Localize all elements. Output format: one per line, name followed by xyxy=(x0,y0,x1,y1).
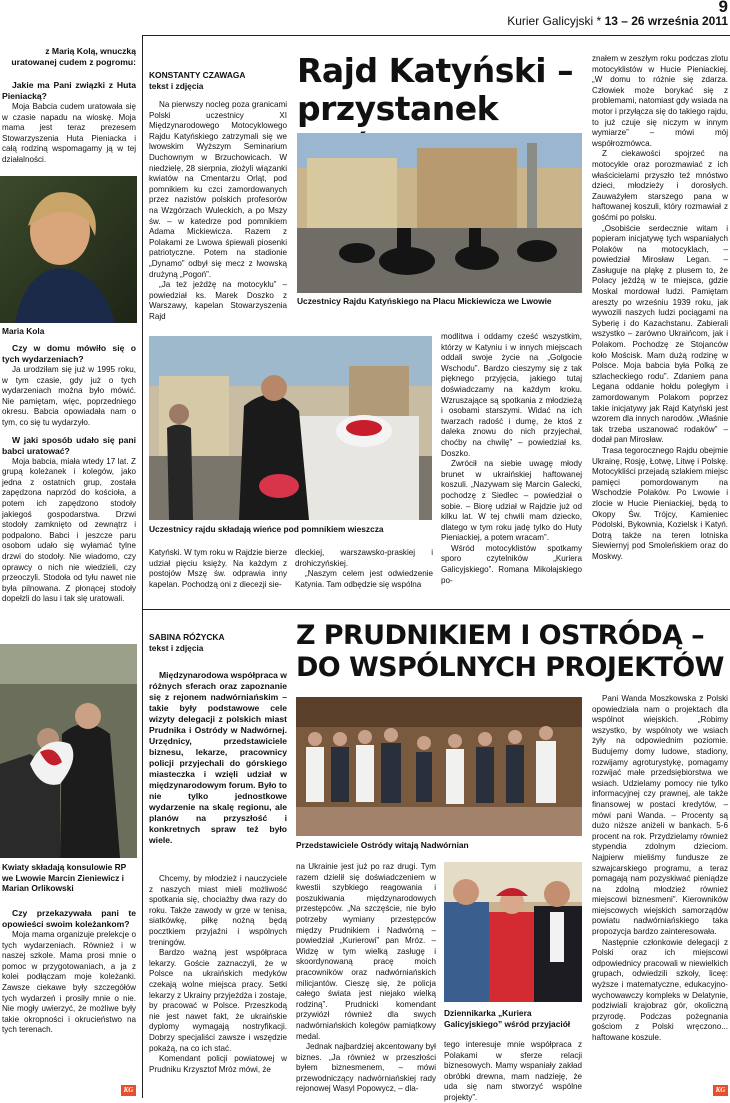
page-header xyxy=(440,0,730,34)
page-number: 9 xyxy=(718,0,728,16)
article2-column-1 xyxy=(149,874,287,1075)
article2-col2-p1: na Ukrainie jest już po raz drugi. Tym razem dzielił się doświadczeniem w kwestii szybkiego reagowania i poszukiwania międzynarodowych przestępców. „Na szczęście, nie było potrzeby wymiany przestępców między Prudnikiem i Nadwórną – powiedział „Kurierowi” pan Mróz. – Widzę w tym wielką zasługę i skoordynowaną pracę moich pracowników oraz nadwórniańskich milicjantów. Cieszę się, że policja całego świata jest niejako wielką rodziną”. Prudnicki komendant przywiózł również dla swych nadwórniańskich kolegów pamiątkowy medal. xyxy=(296,862,436,1041)
article1-col4-p3: „Osobiście serdecznie witam i popieram inicjatywę tych wspaniałych Polaków na motocyklach, – powiedział Mirosław Legan. – Zasługuje na pląkę z plusem to, że Polacy jeżdżą w te miejsca, gdzie Moskal mordował ludzi. Pamiętam aresztу po wrześniu 1939 roku, jak wywozili naszych ludzi pociągami na Syberię i do Kazachstanu. Zabierali wszystko – zarówno Ukraińcom, jak i Polakom. Pochodzę ze Stojanców koło Mościsk. Mam dużą rodzinę w Polsce. Moja babcia była Polką ze szlacheckiego rodu”. Zdaniem pana Legana oddanie hołdu poległym i zamordowanym Polakom poprzez takie inicjatywy jak Rajd Katyński jest wzorem dla innych narodów. „Właśnie tak trzeba uszanować rodaków” – dodał pan Mirosław. xyxy=(592,223,728,445)
photo-consuls-flowers xyxy=(0,644,137,858)
article1-col2a-p1: Katyński. W tym roku w Rajdzie bierze udział pięciu księży. Na każdym z postojów Mszę św. odprawia inny kapelan. Pochodzą oni z diecezji sie- xyxy=(149,548,287,589)
photo-journalist-friends xyxy=(444,862,582,1002)
photo-wreath-monument xyxy=(149,336,432,520)
sidebar-interview-1 xyxy=(2,80,136,166)
sidebar-interview-3 xyxy=(2,908,136,1036)
article1-headline-line1: Rajd Katyński – xyxy=(297,51,574,90)
article2-column-2 xyxy=(296,862,436,1095)
article1-col1-p1: Na pierwszy nocleg poza granicami Polski uczestnicy XI Międzynarodowego Motocyklowego Rajdu Katyńskiego zatrzymali się we lwowskim Wyższym Seminarium Duchownym w Brzuchowicach. W niedzielę, 28 sierpnia, złożyli wiązanki kwiatów na Cmentarzu Orląt, pod pomnikiem ku czci zamordowanych przez nazistów polskich profesorów na Wzgórzach Wuleckich, a po Mszy św. – w katedrze pod pomnikiem Adama Mickiewicza. Razem z Polakami ze Lwowa śpiewali piosenki patriotyczne. Potem na stadionie „Dynamo” odbył się mecz z lwowską drużyną „Pogoń”. xyxy=(149,100,287,279)
sidebar-intro: z Marią Kolą, wnuczką uratowanej cudem z pogromu: xyxy=(11,46,136,67)
header-rule xyxy=(143,35,730,36)
article1-col3-p3: Wśród motocyklistów spotkamy sporo czytelników „Kuriera Galicyjskiego”. Romana Mikołajskiego po- xyxy=(441,543,582,585)
article2-lead xyxy=(149,670,287,846)
article1-column-4 xyxy=(592,54,728,563)
article1-role: tekst i zdjęcia xyxy=(149,81,204,91)
answer-3: Moja babcia, miała wtedy 17 lat. Z grupą koleżanek i kolegów, jako jedna z ostatnich grup, została zapędzona naprzód do kościoła, a potem ich zapędzono stodoły jakiegoś gospodarstwa. Drzwi stodoły zamknięto od zewnątrz i podpalono. Babci i jeszcze paru osobom udało się wyłamać tylne drzwi do stodoły. Nie wiadomo, czy oprawcy o nich nie wiedzieli, czy przeoczyli. Stodoła od tyłu nawet nie była pilnowana. Z płonącej stodoły dopełzli do lasu i tak się uratowali. xyxy=(2,456,136,604)
photo-journalist-caption: Dziennikarka „Kuriera Galicyjskiego” wśród przyjaciół xyxy=(444,1008,571,1029)
article1-col4-p4: Trasa tegorocznego Rajdu obejmie Ukrainę, Rosję, Łotwę, Litwę i Polskę. Motocykliści przejadą szlakiem miejsc pamięci pomordowanym na Wschodzie Polaków. Po Lwowie i zlocie w Hucie Pieniackiej, będą to Okopy Św. Trójcy, Kamieniec Podolski, Bykownia, Kozielsk i Katyń. Dotrą także na teren lotniska Siewiernyj pod Smoleńskiem oraz do Moskwy. xyxy=(592,445,728,561)
article1-column-1 xyxy=(149,100,287,322)
sidebar-rule xyxy=(142,35,143,1098)
answer-4: Moja mama organizuje prelekcje o tych wydarzeniach. Również i w naszej szkole. Mama prosi mnie o pomoc w przygotowaniach, a ja z kolei podłączam moje koleżanki. Zawsze ciekawe były szczegółów tych wydarzeń i prosiły mnie o nie. Nie mogły uwierzyć, że możliwe były takie okropności i okrucieństwo na tych terenach. xyxy=(2,930,136,1035)
article2-headline-line2: DO WSPÓLNYCH PROJEKTÓW xyxy=(296,652,724,683)
article1-col4-p1: znałem w zeszłym roku podczas zlotu motocyklistów w Hucie Pieniackiej. „W domu to różnie się zdarza. Człowiek może borykać się z problemami, natomiast gdy wsiada na motor i przyłącza się do takiego rajdu, to już czuje się niczym w innym wymiarze” – mówi mój współrozmówca. xyxy=(592,54,728,148)
article1-headline-line2: przystanek xyxy=(297,89,499,128)
article1-column-2a xyxy=(149,548,287,590)
photo-ostroda-caption: Przedstawiciele Ostródy witają Nadwórnian xyxy=(296,840,469,850)
photo-motorcyclists-caption: Uczestnicy Rajdu Katyńskiego na Placu Mickiewicza we Lwowie xyxy=(297,296,552,306)
article2-col1-p3: Komendant policji powiatowej w Prudniku Krzysztof Mróz mówi, że xyxy=(149,1054,287,1074)
photo-motorcyclists-square xyxy=(297,133,582,293)
article2-col4-p2: Następnie członkowie delegacji z Polski oraz ich miejscowi odpowiednicy pracowali w niewielkich grupach, odwiedzili szkoły, liceę: wyższe i matematyczne, edukacyjno-wychowawczy kompleks w Delatynie, podziwiali krajobraz gór, okoliczną przyrodę. Podczas pożegnania gościom z Polski wręczono... haftowane koszule. xyxy=(592,937,728,1042)
article2-byline xyxy=(149,632,289,654)
article1-column-3 xyxy=(441,332,582,586)
kg-logo-main: KG xyxy=(713,1085,728,1096)
answer-1: Moja Babcia cudem uratowała się w czasie napadu na wioskę. Moja mama jest teraz prezesem Stowarzyszenia Huta Pieniacka i całą rodziną wspomagamy ją w tej działalności. xyxy=(2,102,136,164)
kg-logo-sidebar: KG xyxy=(121,1085,136,1096)
article2-col1-p1: Chcemy, by młodzież i nauczyciele z naszych miast mieli możliwość spotkania się, chociażby dwa razy do roku. Także zawody w grze w tenisa, siatkówkę, piłkę nożną będą pocztkiem przyjaźni i wspólnych treningów. xyxy=(149,874,287,947)
article2-lead-text: Międzynarodowa współpraca w różnych sferach oraz zapoznanie się z rejonem nadwórniańskim – takie były podstawowe cele wizyty delegacji z polskich miast Prudnika i Ostródy w Nadwórnej. Urzędnicy, przedstawiciele biznesu, lekarze, pracownicy policji przyjechali do górskiego miasteczka i wzięli udział w międzynarodowym forum. Było to nie tylko jednostkowe wydarzenie na skalę regionu, ale planów na przyszłość i konkretnych spraw też było wiele. xyxy=(149,670,287,845)
publication-name: Kurier Galicyjski xyxy=(507,14,594,28)
header-separator: * xyxy=(596,14,602,28)
question-3: W jaki sposób udało się pani babci uratować? xyxy=(2,434,136,456)
article2-col1-p2: Bardzo ważną jest współpraca lekarzy. Goście zaznaczyli, że w Polsce na ukraińskich medyków czekają wolne miejsca pracy. Setki lekarzy z Ukrainy przyjeżdża i zostaje, by pracować w Polsce. Przeszkodą nie jest nawet fakt, że ukraińskie dyplomy wymagają nostryfikacji. Dobrzy specjaliści zawsze i wszędzie pokażą, na co ich stać. xyxy=(149,948,287,1053)
question-1: Jakie ma Pani związki z Huta Pieniacką? xyxy=(2,80,136,101)
photo-maria-kola-caption: Maria Kola xyxy=(2,326,45,336)
article2-column-3 xyxy=(444,1040,582,1103)
article2-headline-line1: Z PRUDNIKIEM I OSTRÓDĄ – xyxy=(296,620,705,651)
article1-column-2b xyxy=(295,548,433,590)
article2-headline xyxy=(296,620,728,684)
photo-maria-kola xyxy=(0,176,137,323)
article1-byline xyxy=(149,70,289,92)
photo-ostroda-delegation xyxy=(296,697,582,836)
article2-col3-p1: tego interesuje mnie współpraca z Polakami w sferze relacji biznesowych. Mamy wspaniały zakład obróbki drewna, mam nadzieję, że uda się nam stworzyć wspólne projekty”. xyxy=(444,1040,582,1102)
issue-dates: 13 – 26 września 2011 xyxy=(604,14,728,28)
article1-col1-p2: „Ja też jeżdżę na motocyklu” – powiedział ks. Marek Doszko z Warszawy, kapelan Stowarzyszenia Rajd xyxy=(149,280,287,321)
sidebar-interview-2 xyxy=(2,343,136,605)
question-4: Czy przekazywała pani te opowieści swoim koleżankom? xyxy=(2,908,136,929)
photo-wreath-caption: Uczestnicy rajdu składają wieńce pod pomnikiem wieszcza xyxy=(149,524,384,534)
article1-col2b-p2: „Naszym celem jest odwiedzenie Katynia. Tam odbędzie się wspólna xyxy=(295,569,433,589)
article1-author: KONSTANTY CZAWAGA xyxy=(149,70,246,80)
article-separator xyxy=(143,609,730,610)
article1-col3-p2: Zwrócił na siebie uwagę młody brunet w ukraińskiej haftowanej koszuli. „Nazywam się Marcin Galecki, pochodzę z Siedlec – powiedział o sobie. – Biorę udział w Rajdzie już od kilku lat. W tej chwili mam dziecko, dlatego w tym roku jadę tylko do Huty Pieniackiej, a potem wracam”. xyxy=(441,459,582,543)
article2-col4-p1: Pani Wanda Moszkowska z Polski opowiedziała nam o projektach dla wspólnot wiejskich. „Robimy wszystko, by wspólnoty we wsiach żyły na odpowiednim poziomie. Budujemy domy ludowe, stadiony, rozwijamy agroturystykę, pomagamy rozwijać małe przedsiębiorstwa we wsiach. Udzielamy pomocy nie tylko informacyjnej czy prawnej, ale także finansowej w postaci kredytów, – mówi pani Wanda. – Procenty są dużo niższe aniżeli w bankach. 5-6 procent na rok. Przydzielamy również stypendia zdolnym dzieciom. Najpierw mieliśmy fundusze ze szwajcarskiego programu, a teraz pomagają nam pozyskiwać pieniądze na zdolną młodzież również miejscowi biznesmeni”. Kierowników miejscowych wiejskich samorządów powiatu nadwórniańskiego taka propozycja bardzo zainteresowała. xyxy=(592,694,728,937)
publication-line xyxy=(507,14,728,28)
article2-role: tekst i zdjęcia xyxy=(149,643,204,653)
article2-author: SABINA RÓŻYCKA xyxy=(149,632,225,642)
photo-consuls-caption: Kwiaty składają konsulowie RP we Lwowie Marcin Zieniewicz i Marian Orlikowski xyxy=(2,862,127,894)
question-2: Czy w domu mówiło się o tych wydarzeniach? xyxy=(2,343,136,364)
article2-column-4 xyxy=(592,694,728,1044)
article2-col2-p2: Jednak najbardziej akcentowany był biznes. „Ja również w przeszłości byłem biznesmenem, – mówi przewodniczący nadwórniańskiej rady rejonowej Wasyl Popowycz, – dla- xyxy=(296,1042,436,1094)
article1-col2b-p1: dleckiej, warszawsko-praskiej i drohiczyńskiej. xyxy=(295,548,433,568)
answer-2: Ja urodziłam się już w 1995 roku, w tym czasie, gdy już o tych wydarzeniach można było mówić. Nie pamiętam, więc, poprzedniego okresu. Babcia opowiadała nam o tym, co się tu wydarzyło. xyxy=(2,365,136,427)
article1-col4-p2: Z ciekawości spojrzeć na motocykle oraz porozmawiać z ich właścicielami przyszło też mnóstwo dzieci, młodzieży i dorosłych. Zauważyłem starszego pana w haftowanej koszuli, który rozmawiał z gośćmi po polsku. xyxy=(592,149,728,222)
article1-col3-p1: modlitwa i oddamy cześć wszystkim, którzy w Katyniu i w innych miejscach oddali swoje życie na „Golgocie Wschodu”. Bardzo cieszymy się z tak pięknego przyjęcia, jakiego tutaj doświadczamy na każdym kroku. Wzruszające są spotkania z młodzieżą i osobami starszymi. Widać na ich twarzach radość i dumę, że ktoś z daleka znowu do nich przyjechał, choćby na chwilę” – powiedział ks. Doszko. xyxy=(441,332,582,458)
